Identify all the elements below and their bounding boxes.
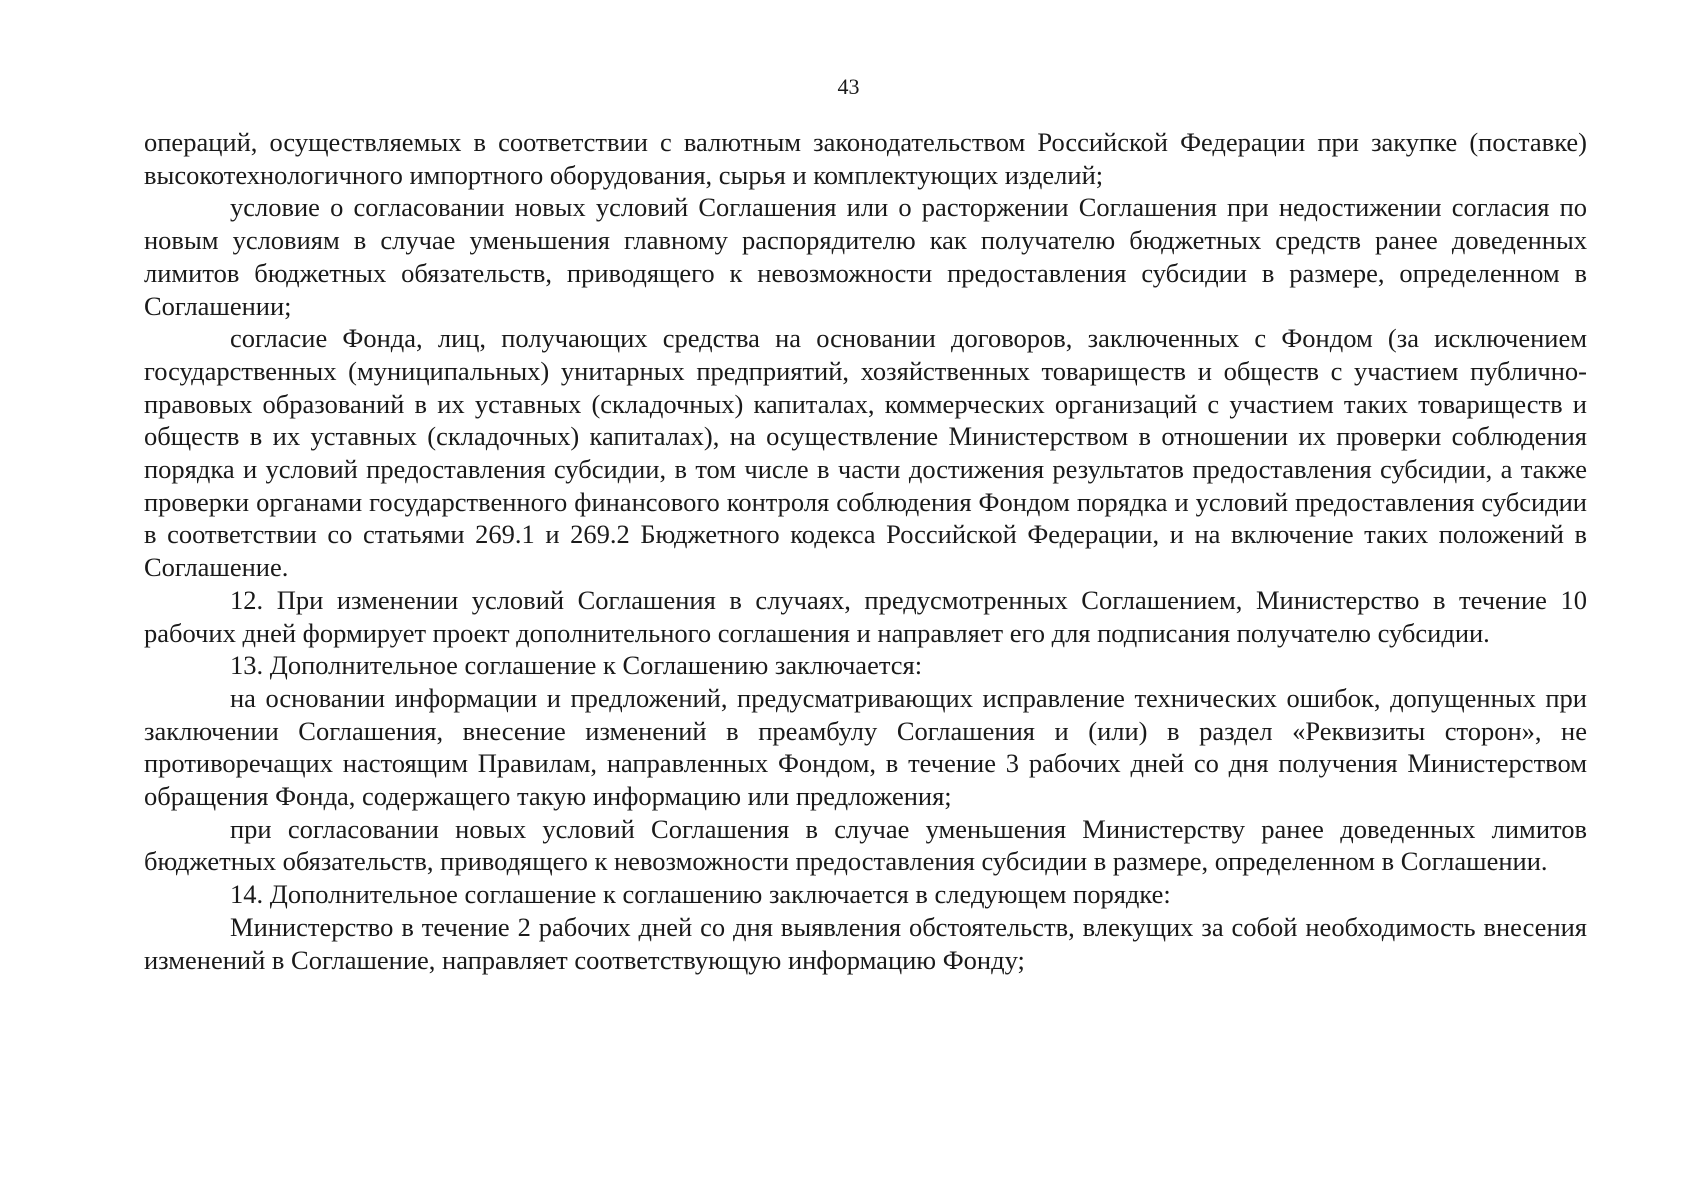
paragraph-item-14: 14. Дополнительное соглашение к соглашению заключается в следующем порядке: [230,879,1171,910]
paragraph-limits-reduction: при согласовании новых условий Соглашения в случае уменьшения Министерству ранее доведенных лимитов бюджетных обязательств, приводящего к невозможности предоставления субсидии в размере, определенном в Соглашении. [144,813,1587,877]
paragraph-item-13: 13. Дополнительное соглашение к Соглашению заключается: [230,650,923,681]
paragraph-ministry-notice: Министерство в течение 2 рабочих дней со дня выявления обстоятельств, влекущих за собой необходимость внесения изменений в Соглашение, направляет соответствующую информацию Фонду; [144,911,1587,975]
paragraph-technical-errors: на основании информации и предложений, предусматривающих исправление технических ошибок, допущенных при заключении Соглашения, внесение изменений в преамбулу Соглашения и (или) в раздел «Реквизиты сторон», не противоречащих настоящим Правилам, направленных Фондом, в течение 3 рабочих дней со дня получения Министерством обращения Фонда, содержащего такую информацию или предложения; [144,682,1587,812]
paragraph-condition-agreement-terms: условие о согласовании новых условий Соглашения или о расторжении Соглашения при недостижении согласия по новым условиям в случае уменьшения главному распорядителю как получателю бюджетных средств ранее доведенных лимитов бюджетных обязательств, приводящего к невозможности предоставления субсидии в размере, определенном в Соглашении; [144,192,1587,321]
paragraph-fund-consent: согласие Фонда, лиц, получающих средства на основании договоров, заключенных с Фондом (за исключением государственных (муниципальных) унитарных предприятий, хозяйственных товариществ и обществ с участием публично-правовых образований в их уставных (складочных) капиталах, коммерческих организаций с участием таких товариществ и обществ в их уставных (складочных) капиталах), на осуществление Министерством в отношении их проверки соблюдения порядка и условий предоставления субсидии, в том числе в части достижения результатов предоставления субсидии, а также проверки органами государственного финансового контроля соблюдения Фондом порядка и условий предоставления субсидии в соответствии со статьями 269.1 и 269.2 Бюджетного кодекса Российской Федерации, и на включение таких положений в Соглашение. [144,323,1587,583]
paragraph-currency-operations: операций, осуществляемых в соответствии с валютным законодательством Российской Федерации при закупке (поставке) высокотехнологичного импортного оборудования, сырья и комплектующих изделий; [144,127,1587,190]
document-body [144,126,1587,976]
paragraph-item-12: 12. При изменении условий Соглашения в случаях, предусмотренных Соглашением, Министерство в течение 10 рабочих дней формирует проект дополнительного соглашения и направляет его для подписания получателю субсидии. [144,584,1587,648]
page-number: 43 [837,74,860,99]
